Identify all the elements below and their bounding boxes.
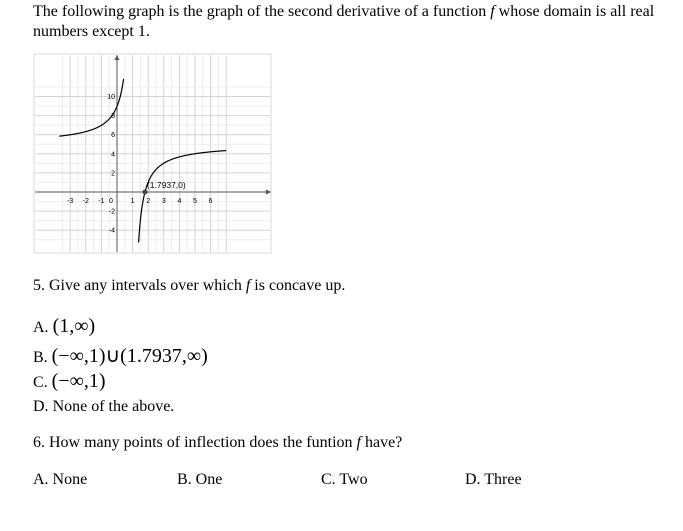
choice-text: (−∞,1) [51, 370, 106, 392]
x-intercept-point [142, 190, 147, 195]
q5-suffix: is concave up. [250, 277, 346, 294]
q5-choice-c[interactable] [33, 370, 106, 393]
y-tick-label: -4 [108, 227, 115, 235]
q5-prefix: 5. Give any intervals over which [33, 277, 246, 294]
x-tick-label: 3 [161, 198, 166, 205]
q6-option-d[interactable]: D. Three [465, 471, 522, 488]
choice-letter: A. [33, 319, 49, 336]
y-tick-label: 6 [111, 132, 115, 140]
choice-text: (−∞,1)∪(1.7937,∞) [51, 345, 208, 367]
choice-text: (1,∞) [52, 315, 96, 337]
q6-option-c[interactable]: C. Two [321, 471, 368, 488]
x-intercept-label: (1.7937,0) [146, 180, 186, 190]
x-tick-label: -3 [67, 198, 74, 205]
x-tick-label: 4 [177, 198, 182, 205]
y-tick-label: 4 [111, 151, 115, 159]
q6-option-b[interactable]: B. One [177, 471, 223, 488]
choice-letter: D. [33, 398, 49, 415]
x-tick-label: 1 [130, 198, 135, 205]
choice-letter: B. [33, 349, 48, 366]
intro-text-2: whose domain is all real numbers except 1. [33, 3, 655, 40]
q6-variable: f [356, 434, 361, 451]
y-tick-label: 2 [111, 170, 115, 178]
intro-text-1: The following graph is the graph of the second derivative of a function [33, 3, 491, 20]
question-6 [33, 433, 402, 453]
q5-variable: f [245, 277, 251, 294]
q6-prefix: 6. How many points of inflection does the funtion [33, 434, 357, 451]
x-tick-label: -1 [98, 198, 105, 205]
q6-suffix: have? [360, 434, 403, 451]
choice-letter: C. [33, 374, 48, 391]
x-tick-label: 5 [193, 198, 197, 205]
choice-text: None of the above. [52, 398, 175, 415]
x-tick-label: 2 [146, 198, 151, 205]
question-5 [33, 276, 345, 296]
q5-choice-b[interactable] [33, 343, 208, 368]
second-derivative-graph [30, 52, 275, 257]
function-variable: f [490, 3, 495, 20]
y-tick-label: -2 [108, 208, 115, 216]
q5-choice-a[interactable] [33, 315, 95, 338]
y-tick-label: 10 [107, 94, 115, 101]
x-tick-label: 6 [208, 198, 213, 205]
y-tick-label: 8 [111, 113, 115, 121]
problem-intro [33, 2, 673, 42]
x-tick-label: 0 [109, 198, 113, 205]
x-tick-label: -2 [82, 198, 89, 205]
q5-choice-d[interactable] [33, 398, 174, 416]
q6-option-a[interactable]: A. None [33, 471, 88, 488]
